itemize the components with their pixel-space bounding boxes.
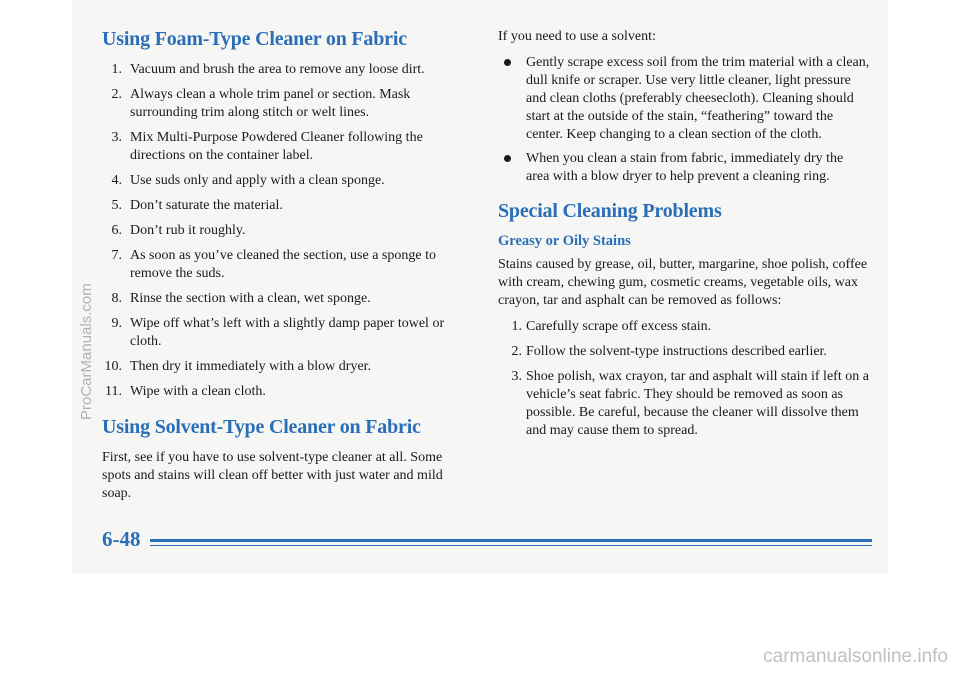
step-text: Wipe off what’s left with a slightly damp paper towel or cloth. <box>130 316 445 349</box>
special-cleaning-heading: Special Cleaning Problems <box>498 200 722 222</box>
step-number: 8. <box>111 291 122 306</box>
bullet-dot-icon <box>504 155 511 162</box>
step-number: 2. <box>111 87 122 102</box>
step-text: Use suds only and apply with a clean sponge. <box>130 173 385 188</box>
left-column <box>102 28 472 503</box>
list-item <box>102 383 472 401</box>
step-text: Vacuum and brush the area to remove any loose dirt. <box>130 62 425 77</box>
greasy-intro-paragraph: Stains caused by grease, oil, butter, margarine, shoe polish, coffee with cream, chewing gum, cosmetic creams, vegetable oils, wax crayon, tar and asphalt can be removed as follows: <box>498 257 868 308</box>
step-number: 2. <box>511 344 522 359</box>
step-number: 6. <box>111 223 122 238</box>
right-column <box>498 28 870 447</box>
solvent-intro-paragraph: First, see if you have to use solvent-type cleaner at all. Some spots and stains will clean off better with just water and mild soap. <box>102 450 443 501</box>
step-text: Then dry it immediately with a blow dryer. <box>130 359 372 374</box>
step-number: 11. <box>105 384 122 399</box>
list-item <box>498 318 870 336</box>
solvent-lead-paragraph: If you need to use a solvent: <box>498 29 656 44</box>
step-number: 9. <box>111 316 122 331</box>
step-text: Shoe polish, wax crayon, tar and asphalt will stain if left on a vehicle’s seat fabric. They should be removed as soon as possible. Be careful, because the cleaner will dissolve them and may cause them to spread. <box>526 369 869 438</box>
footer-rule-thin <box>150 545 872 546</box>
step-number: 1. <box>111 62 122 77</box>
step-number: 3. <box>111 130 122 145</box>
step-number: 7. <box>111 248 122 263</box>
list-item <box>102 129 472 165</box>
list-item <box>102 247 472 283</box>
foam-cleaner-heading: Using Foam-Type Cleaner on Fabric <box>102 28 407 50</box>
bullet-text: When you clean a stain from fabric, immediately dry the area with a blow dryer to help prevent a cleaning ring. <box>526 151 844 184</box>
greasy-stains-subheading: Greasy or Oily Stains <box>498 233 631 249</box>
list-item <box>102 172 472 190</box>
step-text: Rinse the section with a clean, wet sponge. <box>130 291 371 306</box>
step-text: Mix Multi-Purpose Powdered Cleaner following the directions on the container label. <box>130 130 423 163</box>
list-item <box>102 358 472 376</box>
greasy-steps-list <box>498 318 870 440</box>
step-text: Follow the solvent-type instructions described earlier. <box>526 344 827 359</box>
list-item <box>102 315 472 351</box>
step-text: Always clean a whole trim panel or section. Mask surrounding trim along stitch or welt lines. <box>130 87 411 120</box>
list-item <box>102 86 472 122</box>
step-text: As soon as you’ve cleaned the section, use a sponge to remove the suds. <box>130 248 436 281</box>
step-text: Don’t saturate the material. <box>130 198 283 213</box>
side-watermark: ProCarManuals.com <box>78 283 95 420</box>
page-footer <box>102 527 872 557</box>
list-item <box>498 368 870 440</box>
step-number: 3. <box>511 369 522 384</box>
bullet-dot-icon <box>504 59 511 66</box>
step-number: 10. <box>104 359 122 374</box>
foam-steps-list <box>102 61 472 401</box>
solvent-bullets <box>498 54 870 186</box>
list-item <box>102 222 472 240</box>
list-item <box>102 61 472 79</box>
list-item <box>102 290 472 308</box>
list-item <box>498 343 870 361</box>
step-text: Don’t rub it roughly. <box>130 223 246 238</box>
bullet-text: Gently scrape excess soil from the trim material with a clean, dull knife or scraper. Use very little cleaner, light pressure and clean cloths (preferably cheesecloth). Cleaning should start at the outside of the stain, “feathering” toward the center. Keep changing to a clean section of the cloth. <box>526 55 870 142</box>
step-text: Wipe with a clean cloth. <box>130 384 266 399</box>
solvent-cleaner-heading: Using Solvent-Type Cleaner on Fabric <box>102 416 421 438</box>
step-text: Carefully scrape off excess stain. <box>526 319 712 334</box>
step-number: 5. <box>111 198 122 213</box>
bottom-watermark: carmanualsonline.info <box>763 646 948 667</box>
step-number: 1. <box>511 319 522 334</box>
step-number: 4. <box>111 173 122 188</box>
footer-rule <box>150 539 872 542</box>
list-item <box>498 150 870 186</box>
page-number: 6-48 <box>102 527 141 551</box>
list-item <box>102 197 472 215</box>
list-item <box>498 54 870 144</box>
